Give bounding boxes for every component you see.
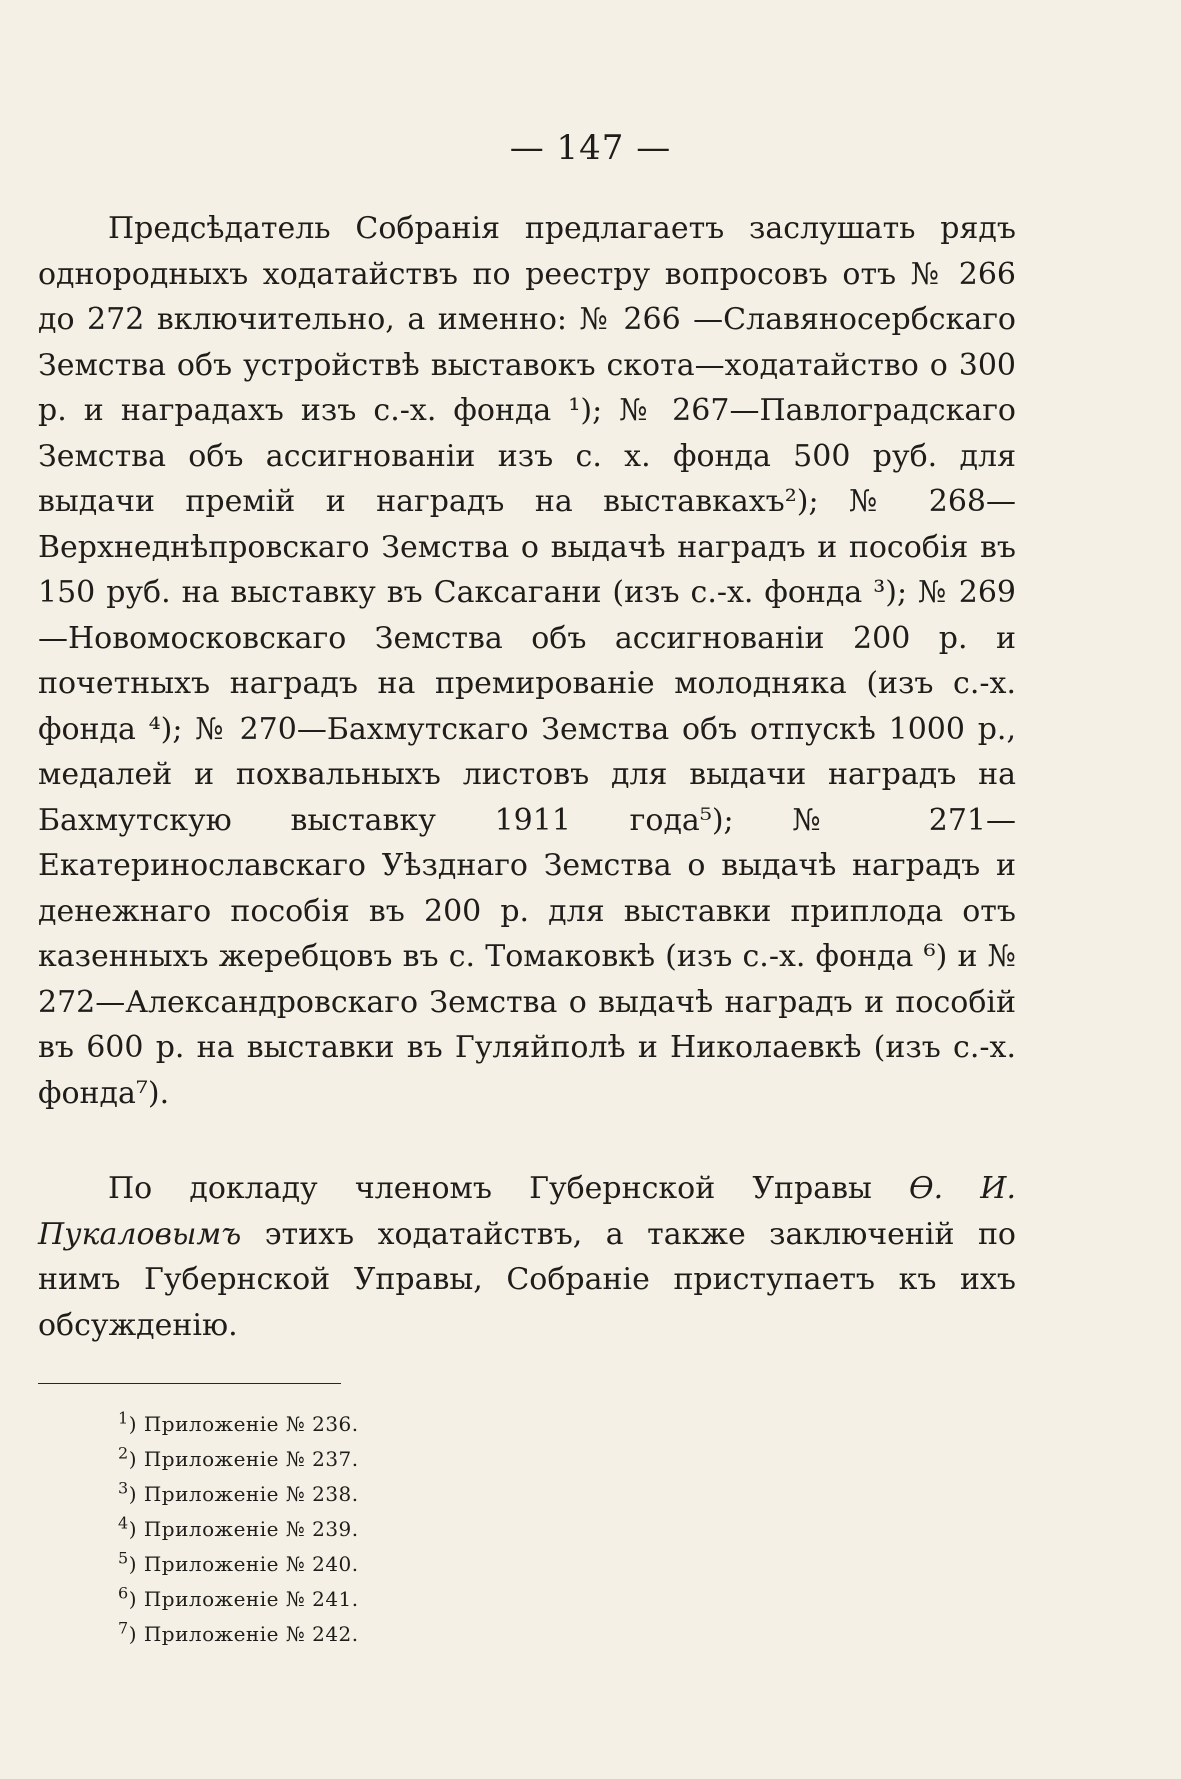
footnote-mark: 7 bbox=[118, 1618, 129, 1638]
reporter-name: Ѳ. И. Пукаловымъ bbox=[38, 1171, 1016, 1252]
footnote-divider bbox=[38, 1383, 341, 1384]
paragraph-report-text-start: По докладу членомъ Губернской Управы bbox=[108, 1171, 910, 1206]
footnote-mark: 2 bbox=[118, 1443, 129, 1463]
footnote-item bbox=[118, 1617, 359, 1652]
footnote-text: ) Приложеніе № 239. bbox=[128, 1517, 359, 1541]
footnote-mark: 5 bbox=[118, 1548, 129, 1568]
page-number: — 147 — bbox=[509, 128, 672, 168]
footnote-item bbox=[118, 1512, 359, 1547]
footnote-mark: 4 bbox=[118, 1513, 129, 1533]
footnote-text: ) Приложеніе № 236. bbox=[128, 1412, 359, 1436]
footnote-text: ) Приложеніе № 242. bbox=[128, 1622, 359, 1646]
footnote-text: ) Приложеніе № 238. bbox=[128, 1482, 359, 1506]
footnote-item bbox=[118, 1582, 359, 1617]
footnote-text: ) Приложеніе № 237. bbox=[128, 1447, 359, 1471]
footnote-item bbox=[118, 1442, 359, 1477]
paragraph-report bbox=[38, 1166, 1016, 1348]
footnote-item bbox=[118, 1407, 359, 1442]
footnote-mark: 3 bbox=[118, 1478, 129, 1498]
footnote-mark: 6 bbox=[118, 1583, 129, 1603]
footnote-item bbox=[118, 1547, 359, 1582]
paragraph-petitions: Предсѣдатель Собранія предлагаетъ заслушать рядъ однородныхъ ходатайствъ по реестру вопросовъ отъ № 266 до 272 включительно, а именно: № 266 —Славяносербскаго Земства объ устройствѣ выставокъ скота—ходатайство о 300 р. и наградахъ изъ с.-х. фонда ¹); № 267—Павлоградскаго Земства объ ассигнованіи изъ с. х. фонда 500 руб. для выдачи премій и наградъ на выставкахъ²); № 268—Верхнеднѣпровскаго Земства о выдачѣ наградъ и пособія въ 150 руб. на выставку въ Саксагани (изъ с.-х. фонда ³); № 269 —Новомосковскаго Земства объ ассигнованіи 200 р. и почетныхъ наградъ на премированіе молодняка (изъ с.-х. фонда ⁴); № 270—Бахмутскаго Земства объ отпускѣ 1000 р., медалей и похвальныхъ листовъ для выдачи наградъ на Бахмутскую выставку 1911 года⁵); № 271—Екатеринославскаго Уѣзднаго Земства о выдачѣ наградъ и денежнаго пособія въ 200 р. для выставки приплода отъ казенныхъ жеребцовъ въ с. Томаковкѣ (изъ с.-х. фонда ⁶) и № 272—Александровскаго Земства о выдачѣ наградъ и пособій въ 600 р. на выставки въ Гуляйполѣ и Николаевкѣ (изъ с.-х. фонда⁷). bbox=[38, 211, 1016, 1111]
paragraph-report-text-end: этихъ ходатайствъ, а также заключеній по нимъ Губернской Управы, Собраніе приступаетъ къ ихъ обсужденію. bbox=[38, 1216, 1016, 1343]
footnote-text: ) Приложеніе № 241. bbox=[128, 1587, 359, 1611]
footnotes-list bbox=[118, 1407, 359, 1652]
footnote-item bbox=[118, 1477, 359, 1512]
footnote-mark: 1 bbox=[118, 1408, 129, 1428]
footnote-text: ) Приложеніе № 240. bbox=[128, 1552, 359, 1576]
